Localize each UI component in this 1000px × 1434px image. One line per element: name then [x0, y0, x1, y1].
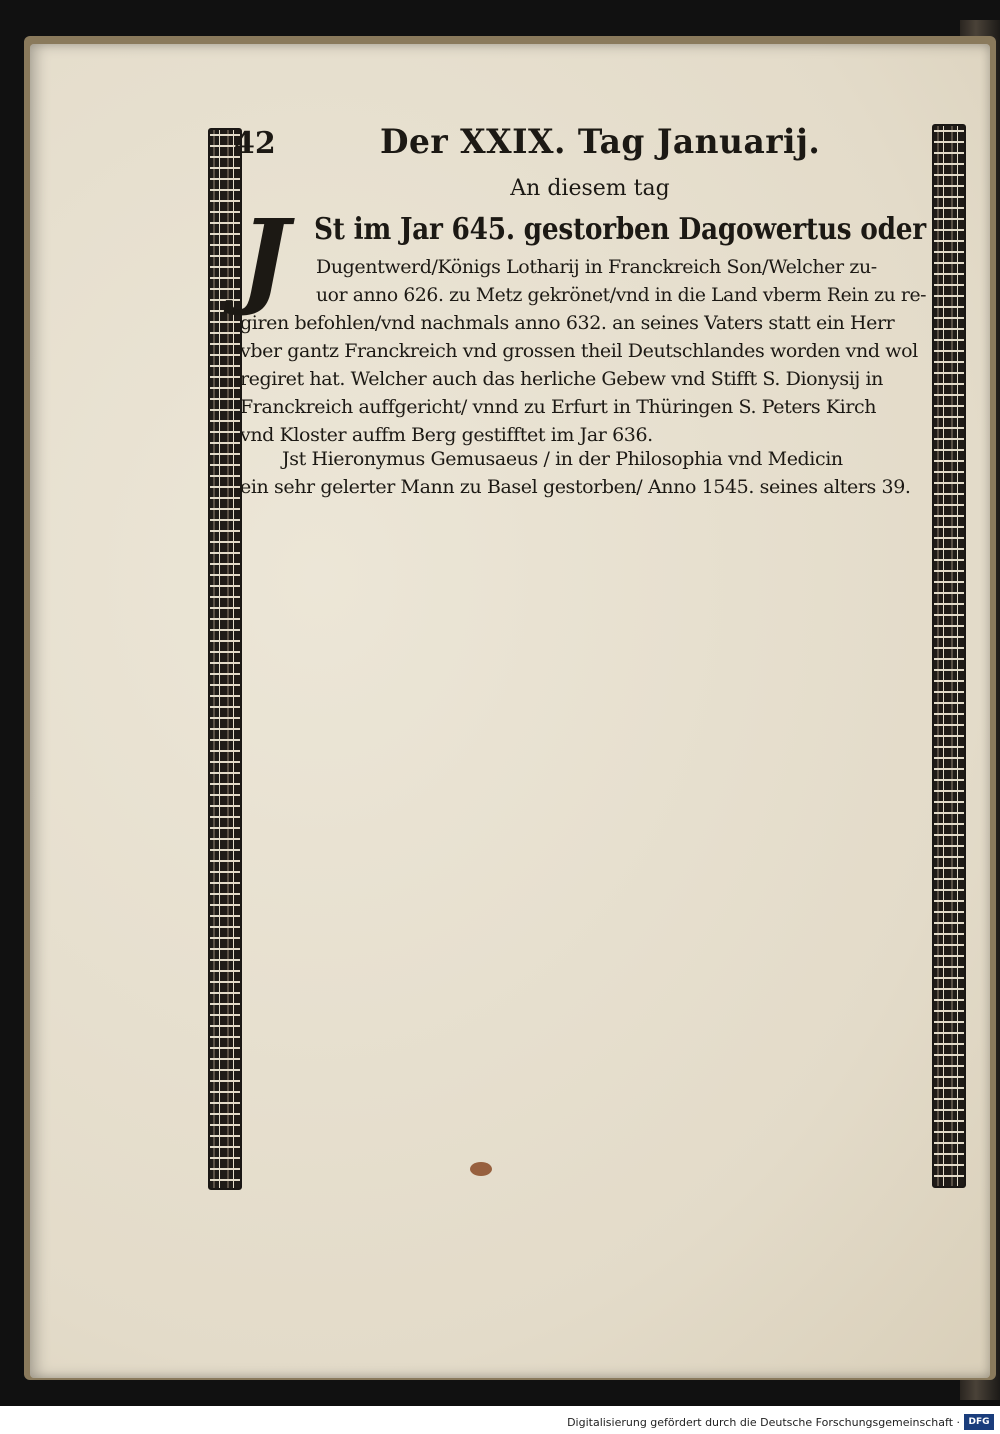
text-line: vber gantz Franckreich vnd grossen theil Deutschlandes worden vnd wol [240, 340, 918, 362]
text-line: uor anno 626. zu Metz gekrönet/vnd in die Land vberm Rein zu re- [316, 284, 927, 306]
page-number: 42 [234, 126, 276, 161]
ornamental-border-left [208, 128, 242, 1190]
text-line: Jst Hieronymus Gemusaeus / in der Philosophia vnd Medicin [282, 448, 843, 470]
text-line: vnd Kloster auffm Berg gestifftet im Jar 636. [240, 424, 653, 446]
text-line: ein sehr gelerter Mann zu Basel gestorben/ Anno 1545. seines alters 39. [240, 476, 911, 498]
paper-stain [470, 1162, 492, 1176]
text-line: Dugentwerd/Königs Lotharij in Franckreich Son/Welcher zu- [316, 256, 877, 278]
text-line: regiret hat. Welcher auch das herliche Gebew vnd Stifft S. Dionysij in [240, 368, 884, 390]
text-line: St im Jar 645. gestorben Dagowertus oder [314, 212, 926, 247]
decorated-initial: J [240, 196, 290, 319]
dfg-logo: DFG [964, 1414, 994, 1430]
running-head: Der XXIX. Tag Januarij. [380, 122, 821, 162]
text-line: Franckreich auffgericht/ vnnd zu Erfurt in Thüringen S. Peters Kirch [240, 396, 877, 418]
footer-credit: Digitalisierung gefördert durch die Deutsche Forschungsgemeinschaft · [567, 1416, 960, 1429]
ornamental-border-right [932, 124, 966, 1188]
subheading: An diesem tag [510, 176, 670, 201]
footer-bar [0, 1406, 1000, 1434]
text-line: giren befohlen/vnd nachmals anno 632. an seines Vaters statt ein Herr [240, 312, 895, 334]
